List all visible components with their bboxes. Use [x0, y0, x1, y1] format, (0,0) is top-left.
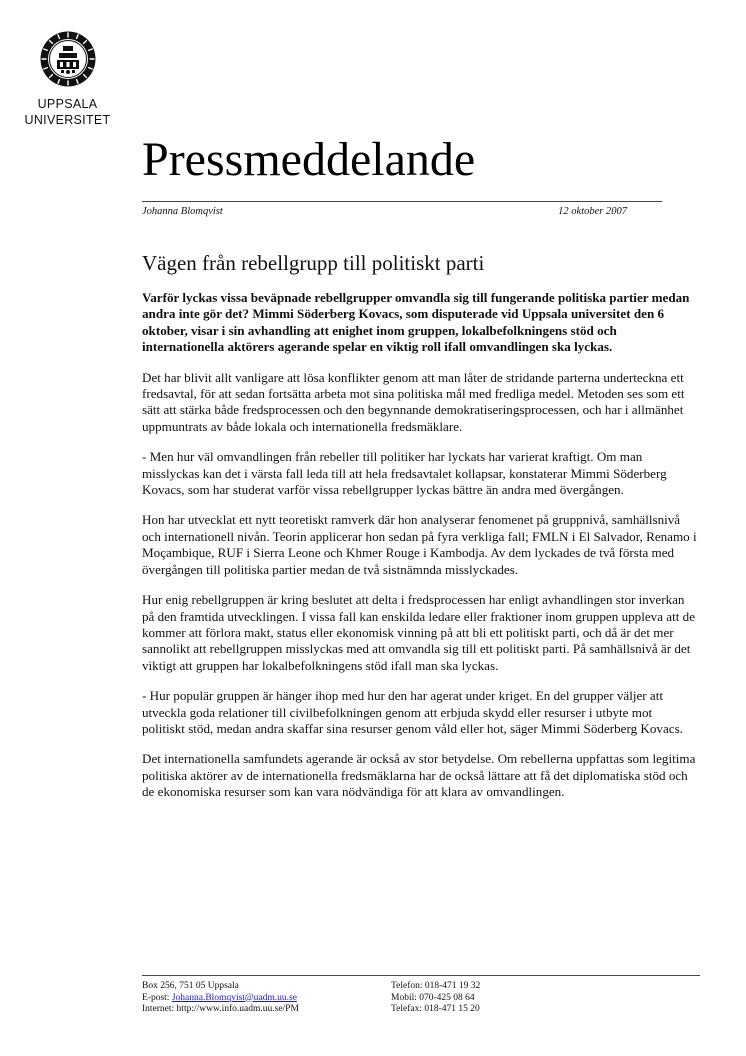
date: 12 oktober 2007 [558, 206, 627, 217]
document-title: Pressmeddelande [142, 133, 476, 186]
university-name [0, 96, 135, 128]
author: Johanna Blomqvist [142, 206, 223, 217]
title-divider [142, 201, 662, 202]
email-link[interactable]: Johanna.Blomqvist@uadm.uu.se [171, 992, 297, 1003]
body-paragraph-4: Hur enig rebellgruppen är kring beslutet att delta i fredsprocessen har enligt avhandlingen stor inverkan på den framtida utvecklingen. I vissa fall kan enskilda ledare eller fraktioner inom gruppen uppleva att de kommer att förlora makt, status eller ekonomisk vinning på att bli ett politiskt parti, och då är det mer sannolikt att rebellgruppen misslyckas med att omvandla sig till ett politiskt parti. På samhällsnivå är det viktigt att gruppen har lokalbefolkningens stöd ifall man ska lyckas. [142, 592, 696, 673]
byline [142, 206, 627, 217]
footer-internet: Internet: http://www.info.uadm.uu.se/PM [142, 1004, 299, 1014]
footer-email-line [142, 993, 299, 1005]
body-paragraph-3: Hon har utvecklat ett nytt teoretiskt ramverk där hon analyserar fenomenet på gruppnivå, samhällsnivå och internationell nivån. Teorin applicerar hon sedan på fyra verkliga fall; FMLN i El Salvador, Renamo i Moçambique, RUF i Sierra Leone och Khmer Rouge i Kambodja. Av dem lyckades de två första med övergången till politiska partier medan de två sistnämnda misslyckades. [142, 512, 697, 577]
body-paragraph-1: Det har blivit allt vanligare att lösa konflikter genom att man låter de stridande parterna underteckna ett fredsavtal, för att sedan fortsätta arbeta mot sina politiska mål med fredliga medel. Metoden ses som ett sätt att stärka både fredsprocessen och den begynnande demokratiseringsprocessen, och har i allmänhet uppmuntrats av både lokala och internationella fredsmäklare. [142, 369, 685, 434]
university-name-line1: UPPSALA [37, 97, 98, 111]
footer-email-label: E-post: [142, 992, 172, 1003]
footer-contact-right [391, 981, 480, 1016]
body-paragraph-6: Det internationella samfundets agerande är också av stor betydelse. Om rebellerna uppfattas som legitima politiska aktörer av de internationella fredsmäklarna har de också lättare att få det diplomatiska stöd och de ekonomiska resurser som kan vara nödvändiga för att klara av omvandlingen. [142, 751, 696, 800]
footer-divider [142, 975, 700, 976]
lead-paragraph: Varför lyckas vissa beväpnade rebellgrupper omvandla sig till fungerande politiska partier medan andra inte gör det? Mimmi Söderberg Kovacs, som disputerade vid Uppsala universitet den 6 oktober, visar i sin avhandling att enighet inom gruppen, lokalbefolkningens stöd och internationella aktörers agerande spelar en viktig roll ifall omvandlingen ska lyckas. [142, 290, 690, 355]
university-logo [0, 30, 135, 128]
footer-mobile: Mobil: 070-425 08 64 [391, 992, 475, 1003]
footer-address: Box 256, 751 05 Uppsala [142, 981, 239, 991]
headline: Vägen från rebellgrupp till politiskt parti [142, 251, 485, 275]
body-paragraph-2: - Men hur väl omvandlingen från rebeller till politiker har lyckats har varierat kraftigt. Om man misslyckas kan det i värsta fall leda till att hela fredsavtalet kollapsar, konstaterar Mimmi Söderberg Kovacs, som har studerat varför vissa rebellgrupper lyckas bättre än andra med övergången. [142, 449, 667, 498]
university-seal-icon [39, 30, 97, 88]
footer-contact-left [142, 981, 299, 1016]
footer-phone: Telefon: 018-471 19 32 [391, 981, 481, 991]
body-paragraph-5: - Hur populär gruppen är hänger ihop med hur den har agerat under kriget. En del grupper väljer att utveckla goda relationer till civilbefolkningen genom att erbjuda skydd eller resurser i utbyte mot politiskt stöd, medan andra skaffar sina resurser genom våld eller hot, säger Mimmi Söderberg Kovacs. [142, 688, 683, 736]
footer-fax: Telefax: 018-471 15 20 [391, 1004, 480, 1014]
university-name-line2: UNIVERSITET [24, 113, 111, 127]
article-body [142, 290, 697, 815]
